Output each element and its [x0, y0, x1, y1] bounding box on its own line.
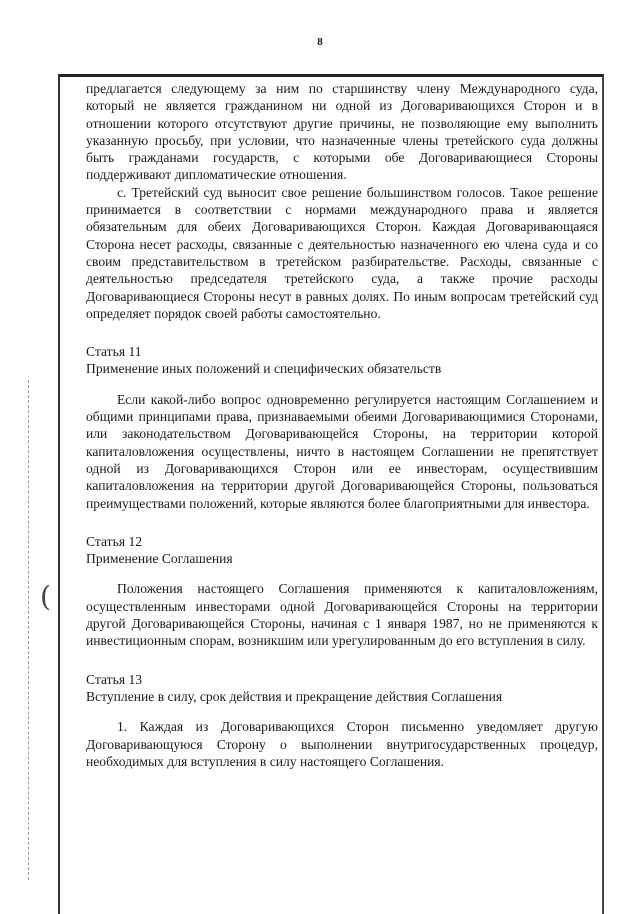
paragraph-continuation: предлагается следующему за ним по старшинству члену Международного суда, который не является гражданином ни одной из Договаривающихся Сторон и в отношении которого отсутствуют другие причины, не позволяющие ему выполнить указанную просьбу, при условии, что назначенные члены третейского суда должны быть гражданами государств, с которыми обе Договаривающиеся Стороны поддерживают дипломатические отношения.: [86, 81, 598, 183]
article-13-text: 1. Каждая из Договаривающихся Сторон письменно уведомляет другую Договаривающуюся Сторону о выполнении внутригосударственных процедур, необходимых для вступления в силу настоящего Соглашения.: [86, 719, 598, 769]
paragraph-c: c. Третейский суд выносит свое решение большинством голосов. Такое решение принимается в соответствии с нормами международного права и является обязательным для обеих Договаривающихся Сторон. Каждая Договаривающаяся Сторона несет расходы, связанные с деятельностью назначенного ею члена суда и со своим представительством в третейском разбирательстве. Расходы, связанные с деятельностью председателя третейского суда, а также прочие расходы Договаривающиеся Стороны несут в равных долях. По иным вопросам третейский суд определяет порядок своей работы самостоятельно.: [86, 184, 598, 321]
article-12-number: Статья 12: [86, 533, 143, 549]
scan-margin-marks: [28, 380, 32, 880]
document-body: [86, 80, 598, 770]
article-11-text: Если какой-либо вопрос одновременно регулируется настоящим Соглашением и общими принципами права, признаваемыми обеими Договаривающимися Сторонами, или законодательством Договаривающейся Стороны, на территории которой капиталовложения осуществлены, ничто в настоящем Соглашении не препятствует одной из Договаривающихся Сторон или ее инвесторам, осуществившим капиталовложения на территории другой Договаривающейся Стороны, пользоваться преимуществами положений, которые являются более благоприятными для инвестора.: [86, 391, 598, 511]
article-12-text: Положения настоящего Соглашения применяются к капиталовложениям, осуществленным инвесторами одной Договаривающейся Стороны на территории другой Договаривающейся Стороны, начиная с 1 января 1987, но не применяются к инвестиционным спорам, возникшим или урегулированным до его вступления в силу.: [86, 581, 598, 649]
page-number: 8: [317, 36, 323, 48]
article-11-title: Применение иных положений и специфических обязательств: [86, 361, 442, 377]
article-13-number: Статья 13: [86, 671, 143, 687]
article-12-title: Применение Соглашения: [86, 551, 233, 567]
margin-bracket: (: [40, 580, 51, 613]
article-13-title: Вступление в силу, срок действия и прекращение действия Соглашения: [86, 688, 503, 704]
article-11-number: Статья 11: [86, 344, 142, 360]
